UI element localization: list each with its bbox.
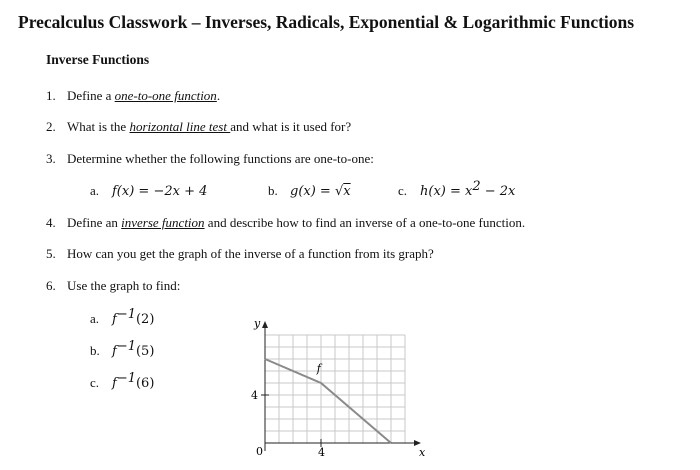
inverse-arg: (5) xyxy=(135,344,155,359)
inverse-exponent: −1 xyxy=(116,339,136,354)
question-4 xyxy=(46,215,525,231)
y-axis-arrow xyxy=(262,321,268,328)
curve-label-f: f xyxy=(316,362,321,376)
inverse-fn: f xyxy=(112,376,117,391)
inverse-exponent: −1 xyxy=(116,307,136,322)
inverse-fn: f xyxy=(112,344,117,359)
function-rhs: − 2x xyxy=(480,184,516,199)
part-letter: b. xyxy=(90,343,100,358)
y-tick-label: 4 xyxy=(251,389,258,402)
question-5 xyxy=(46,246,434,262)
question-text: Define a xyxy=(67,88,115,103)
radicand: x xyxy=(343,184,351,199)
graph-grid xyxy=(265,335,405,443)
inverse-arg: (2) xyxy=(135,312,155,327)
question-text: What is the xyxy=(67,119,130,134)
q3-part-a xyxy=(90,183,207,199)
part-letter: c. xyxy=(398,183,408,198)
question-text-end: and what is it used for? xyxy=(230,119,352,134)
q3-part-c xyxy=(398,179,516,199)
question-text-end: . xyxy=(216,88,221,103)
function-lhs: g(x) = xyxy=(290,184,335,199)
term-one-to-one-function: one-to-one function xyxy=(114,88,217,103)
question-text-end: and describe how to find an inverse of a one-to-one function. xyxy=(204,215,526,230)
radical-sign: √ xyxy=(334,184,344,199)
question-1 xyxy=(46,88,220,104)
function-lhs: h(x) = x xyxy=(420,184,473,199)
q3-part-b xyxy=(268,183,351,199)
question-number: 3. xyxy=(46,151,56,166)
question-number: 1. xyxy=(46,88,56,103)
function-lhs: f(x) = xyxy=(112,184,154,199)
part-letter: c. xyxy=(90,375,100,390)
x-axis-label: x xyxy=(419,446,426,459)
q6-part-c xyxy=(90,371,155,391)
question-number: 6. xyxy=(46,278,56,293)
q6-part-a xyxy=(90,307,155,327)
term-horizontal-line-test: horizontal line test xyxy=(129,119,231,134)
question-2 xyxy=(46,119,351,135)
x-tick-label: 4 xyxy=(318,446,325,459)
part-letter: b. xyxy=(268,183,278,198)
section-heading: Inverse Functions xyxy=(46,52,150,67)
question-text: How can you get the graph of the inverse of a function from its graph? xyxy=(67,246,434,261)
function-graph xyxy=(240,305,426,465)
origin-label: 0 xyxy=(256,445,263,458)
part-letter: a. xyxy=(90,183,100,198)
y-axis-label: y xyxy=(254,317,261,330)
f-series-line xyxy=(265,359,391,443)
inverse-exponent: −1 xyxy=(116,371,136,386)
inverse-arg: (6) xyxy=(135,376,155,391)
question-text: Define an xyxy=(67,215,122,230)
exponent: 2 xyxy=(472,179,481,194)
function-rhs: −2x + 4 xyxy=(153,184,208,199)
part-letter: a. xyxy=(90,311,100,326)
term-inverse-function: inverse function xyxy=(121,215,205,230)
question-number: 4. xyxy=(46,215,56,230)
question-text: Use the graph to find: xyxy=(67,278,181,293)
inverse-fn: f xyxy=(112,312,117,327)
q6-part-b xyxy=(90,339,155,359)
question-text: Determine whether the following functions are one-to-one: xyxy=(67,151,374,166)
question-3 xyxy=(46,151,374,167)
question-6 xyxy=(46,278,180,294)
question-number: 2. xyxy=(46,119,56,134)
page-title: Precalculus Classwork – Inverses, Radicals, Exponential & Logarithmic Functions xyxy=(18,12,635,32)
question-number: 5. xyxy=(46,246,56,261)
